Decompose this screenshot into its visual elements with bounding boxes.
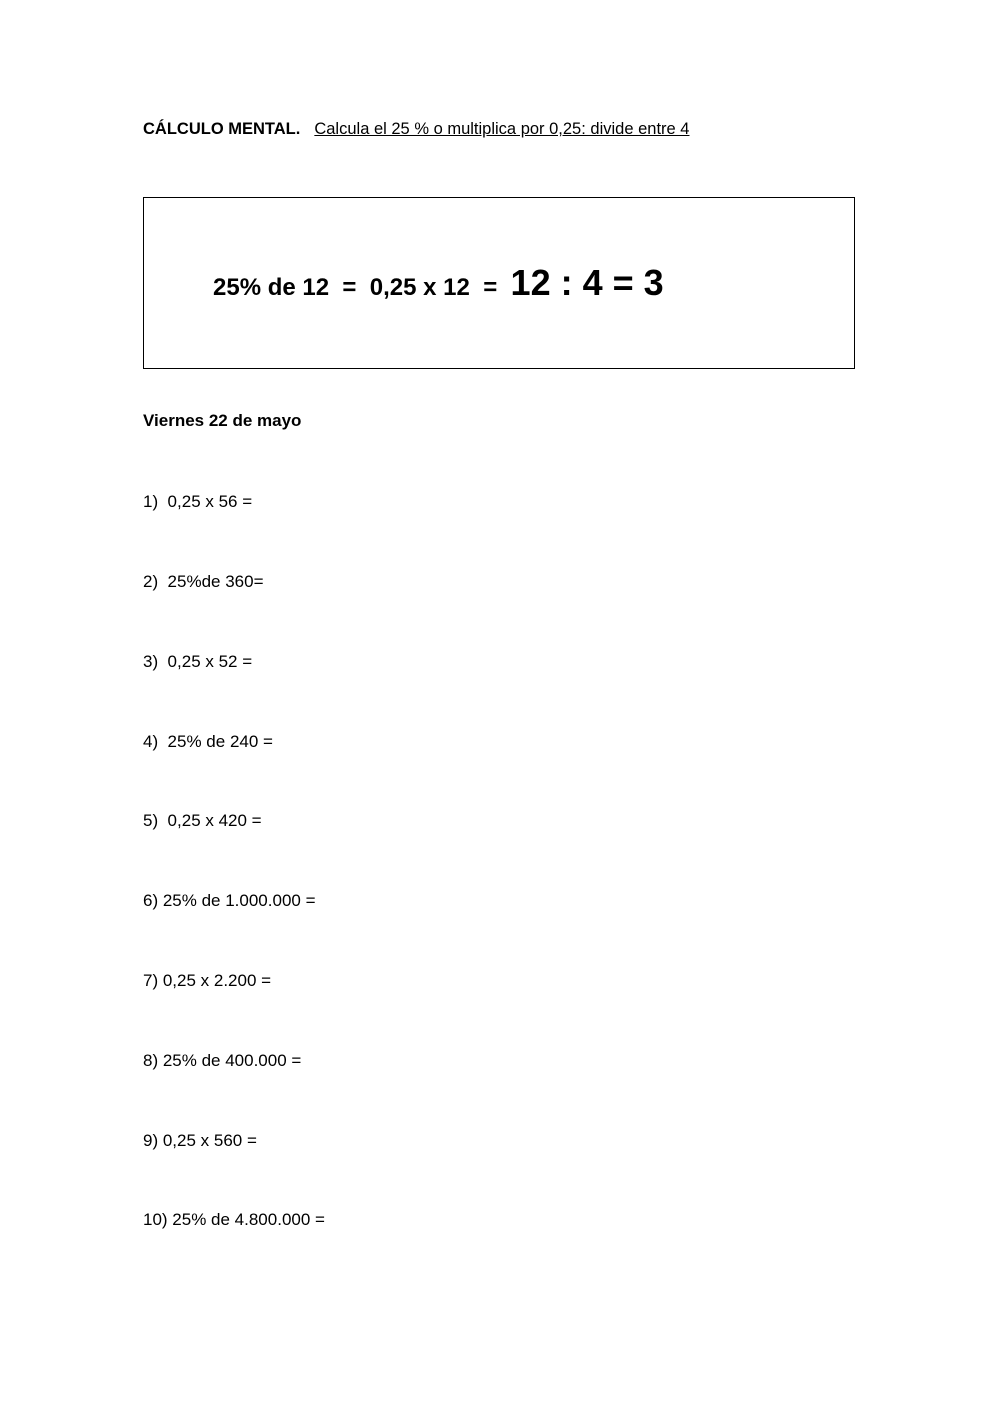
exercise-item: 5) 0,25 x 420 = xyxy=(143,811,262,830)
exercise-item: 8) 25% de 400.000 = xyxy=(143,1051,302,1070)
date-heading: Viernes 22 de mayo xyxy=(143,411,302,430)
exercise-item: 10) 25% de 4.800.000 = xyxy=(143,1210,325,1229)
exercise-item: 3) 0,25 x 52 = xyxy=(143,652,253,671)
worksheet-title: CÁLCULO MENTAL. xyxy=(143,120,301,138)
exercise-item: 9) 0,25 x 560 = xyxy=(143,1131,257,1150)
exercise-item: 1) 0,25 x 56 = xyxy=(143,492,253,511)
example-box xyxy=(143,197,855,369)
worksheet-header xyxy=(143,120,689,139)
example-equation-part1: 25% de 12 = 0,25 x 12 = xyxy=(213,274,511,301)
example-equation-result: 12 : 4 = 3 xyxy=(510,262,664,303)
exercise-item: 2) 25%de 360= xyxy=(143,572,264,591)
example-equation xyxy=(213,262,664,304)
exercise-item: 6) 25% de 1.000.000 = xyxy=(143,891,316,910)
exercise-item: 7) 0,25 x 2.200 = xyxy=(143,971,272,990)
worksheet-instruction: Calcula el 25 % o multiplica por 0,25: divide entre 4 xyxy=(314,120,690,138)
exercise-item: 4) 25% de 240 = xyxy=(143,732,273,751)
